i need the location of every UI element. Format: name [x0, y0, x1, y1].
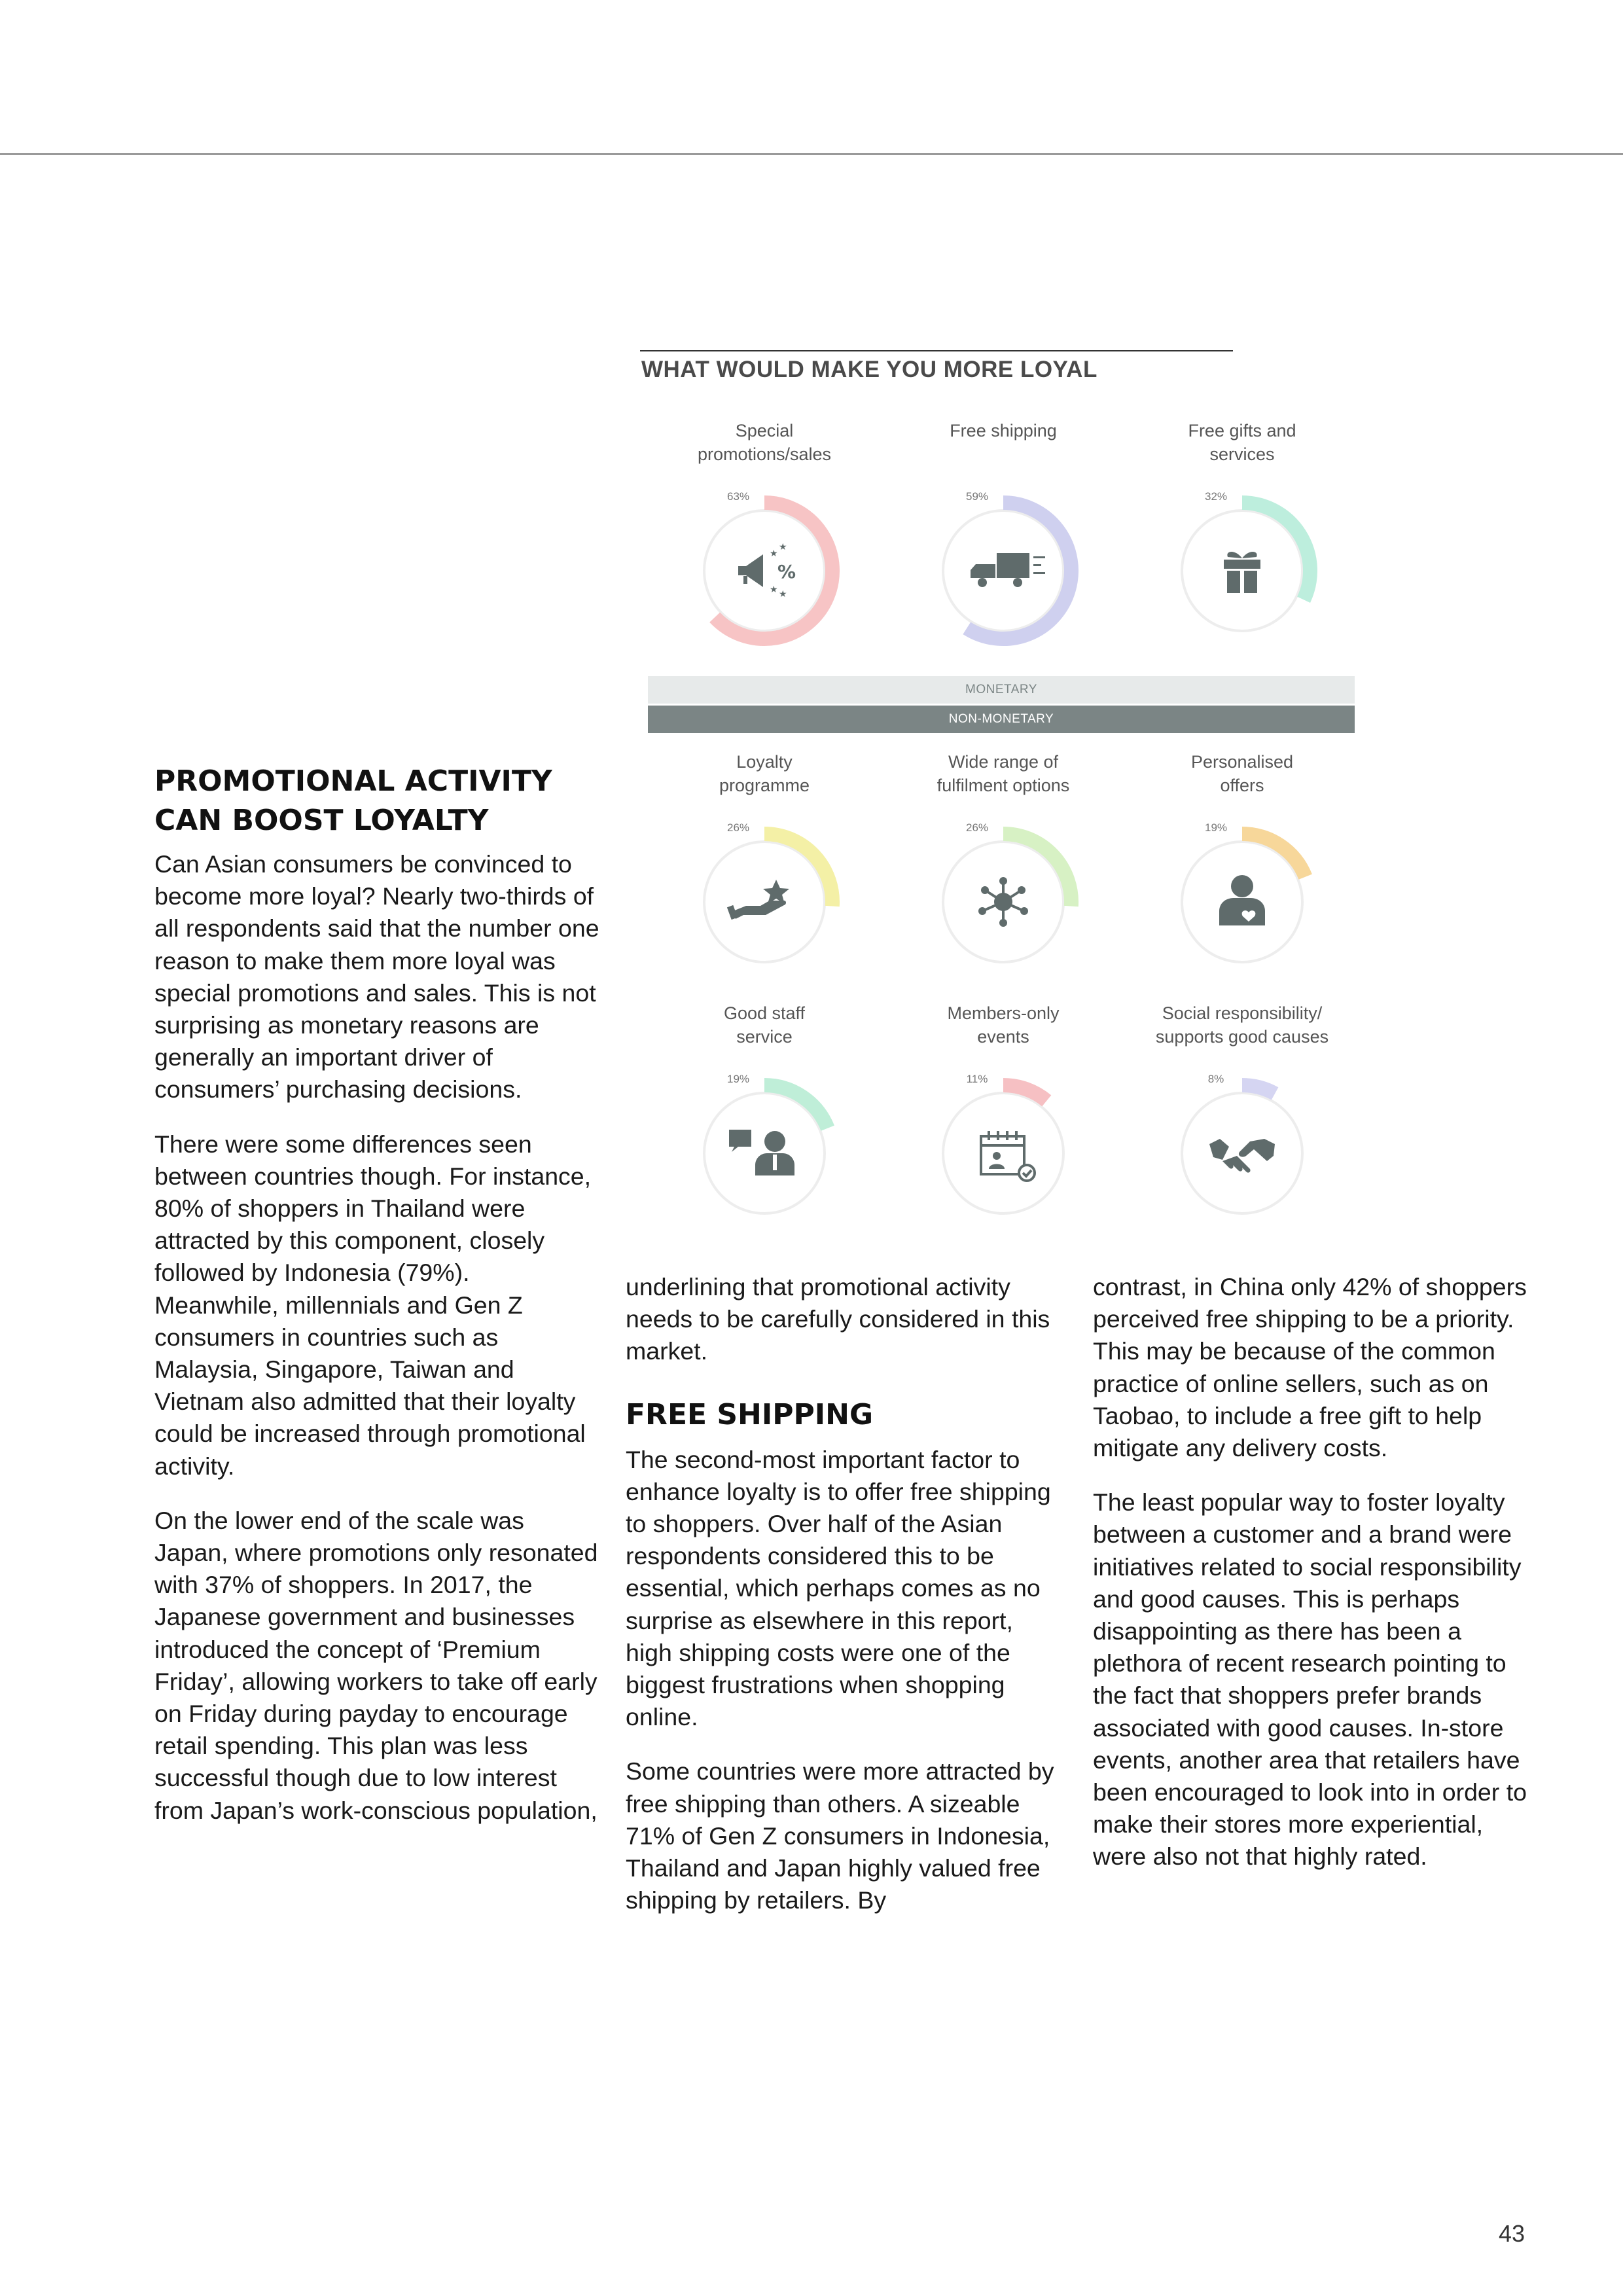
value-label: 26%: [965, 821, 989, 834]
hand-star-icon: [727, 880, 789, 920]
item-label: Good staff service: [723, 1003, 806, 1047]
text-column-2: [626, 1271, 1061, 1939]
section-heading-free-shipping: FREE SHIPPING: [626, 1397, 874, 1431]
value-label: 26%: [726, 821, 750, 834]
svg-text:%: %: [777, 561, 796, 583]
value-arc: [764, 1085, 828, 1128]
item-gauge: [872, 750, 1134, 999]
value-label: 32%: [1204, 490, 1228, 503]
item-gauge: [633, 1001, 895, 1250]
paragraph: The second-most important factor to enhance loyalty is to offer free shipping to shoppers. Over half of the Asian respondents considered this to be essential, which perhaps comes as no surprise as elsewhere in this report, high shipping costs were one of the biggest frustrations when shopping online.: [626, 1445, 1051, 1731]
calendar-check-icon: [981, 1131, 1035, 1181]
value-arc: [715, 503, 832, 639]
svg-text:★: ★: [770, 584, 778, 594]
item-gauge: [872, 1001, 1134, 1250]
non-monetary-band: [648, 706, 1355, 733]
monetary-band: [648, 676, 1355, 704]
paragraph: There were some differences seen between countries though. For instance, 80% of shoppers in Thailand were attracted by this component, closely followed by Indonesia (79%). Meanwhile, millennials and Gen Z consumers in countries such as Malaysia, Singapore, Taiwan and Vietnam also admitted that their loyalty could be increased through promotional activity.: [154, 1130, 592, 1480]
text-column-3: [1093, 1271, 1528, 1895]
chart-title: WHAT WOULD MAKE YOU MORE LOYAL: [641, 357, 1097, 382]
item-label: Free gifts and services: [1188, 421, 1296, 464]
item-gauge: [872, 419, 1134, 668]
item-gauge: [633, 419, 895, 668]
value-arc: [1242, 834, 1306, 877]
item-label: Members-only events: [947, 1003, 1060, 1047]
item-label: Loyalty programme: [719, 752, 810, 795]
item-label: Special promotions/sales: [697, 421, 832, 464]
chart-title-rule: [640, 350, 1233, 351]
item-gauge: [633, 750, 895, 999]
value-arc: [1242, 1085, 1275, 1094]
monetary-band-label: MONETARY: [965, 683, 1037, 696]
value-label: 8%: [1207, 1073, 1224, 1085]
page-number: 43: [1499, 2220, 1525, 2247]
svg-text:★: ★: [779, 588, 787, 599]
value-label: 63%: [726, 490, 750, 503]
gift-icon: [1224, 552, 1260, 593]
paragraph: Some countries were more attracted by free shipping than others. A sizeable 71% of Gen Z consumers in Indonesia, Thailand and Japan highly valued free shipping by retailers. By: [626, 1757, 1054, 1914]
delivery-truck-icon: [971, 553, 1045, 587]
header-rule: [0, 153, 1623, 155]
svg-text:★: ★: [779, 541, 787, 552]
item-gauge: [1111, 1001, 1373, 1250]
svg-text:★: ★: [770, 548, 778, 558]
non-monetary-band-label: NON-MONETARY: [948, 712, 1054, 726]
section-heading-promotional: PROMOTIONAL ACTIVITY CAN BOOST LOYALTY: [154, 764, 552, 837]
value-label: 19%: [1204, 821, 1228, 834]
handshake-icon: [1209, 1139, 1275, 1173]
paragraph: Can Asian consumers be convinced to become more loyal? Nearly two-thirds of all respondents said that the number one reason to make them more loyal was special promotions and sales. This is not surprising as monetary reasons are generally an important driver of consumers’ purchasing decisions.: [154, 850, 599, 1103]
item-label: Personalised offers: [1190, 752, 1294, 795]
value-label: 19%: [726, 1073, 750, 1085]
value-label: 11%: [966, 1073, 988, 1085]
item-label: Social responsibility/ supports good causes: [1155, 1003, 1329, 1047]
paragraph: contrast, in China only 42% of shoppers perceived free shipping to be a priority. This may be because of the common practice of online sellers, such as on Taobao, to include a free gift to help mitigate any delivery costs.: [1093, 1273, 1527, 1462]
item-gauge: [1111, 419, 1373, 668]
person-heart-icon: [1219, 875, 1265, 925]
text-column-1: [154, 762, 599, 1849]
paragraph: The least popular way to foster loyalty between a customer and a brand were initiatives related to social responsibility and good causes. This is perhaps disappointing as there has been a plethora of recent research pointing to the fact that shoppers prefer brands associated with good causes. In-store events, another area that retailers have been encouraged to look into in order to make their stores more experiential, were also not that highly rated.: [1093, 1488, 1527, 1871]
paragraph: On the lower end of the scale was Japan, where promotions only resonated with 37% of shoppers. In 2017, the Japanese government and businesses introduced the concept of ‘Premium Friday’, allowing workers to take off early on Friday during payday to encourage retail spending. This plan was less successful though due to low interest from Japan’s work-conscious population,: [154, 1506, 598, 1824]
value-label: 59%: [965, 490, 989, 503]
item-gauge: [1111, 750, 1373, 999]
network-icon: [978, 877, 1028, 927]
megaphone-percent-icon: [738, 541, 796, 599]
paragraph: underlining that promotional activity needs to be carefully considered in this market.: [626, 1273, 1050, 1365]
item-label: Free shipping: [950, 421, 1057, 440]
item-label: Wide range of fulfilment options: [936, 752, 1070, 795]
staff-service-icon: [729, 1130, 794, 1175]
